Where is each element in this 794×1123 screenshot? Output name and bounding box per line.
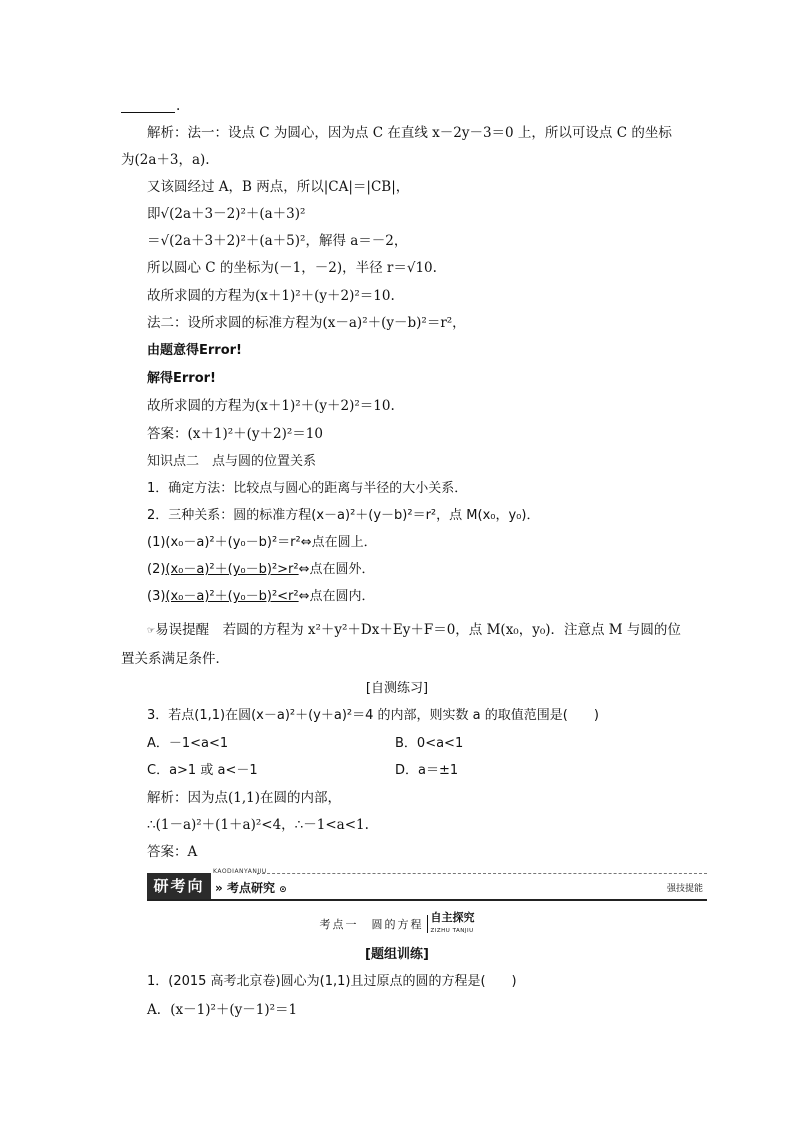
solution-line-9: 由题意得Error! (147, 343, 242, 358)
solution-line-11: 故所求圆的方程为(x＋1)²＋(y＋2)²＝10. (147, 398, 395, 414)
solution-line-5: ＝√(2a＋3＋2)²＋(a＋5)²，解得 a＝－2， (147, 233, 408, 249)
solution-line-10: 解得Error! (147, 371, 216, 386)
banner-chevron-icon: » (215, 881, 223, 895)
topic-tag (431, 912, 475, 936)
question-3-solution-2: ∴(1－a)²＋(1＋a)²<4，∴－1<a<1. (147, 817, 369, 833)
question-3-solution-1: 解析：因为点(1,1)在圆的内部， (147, 790, 342, 806)
question-3-option-a: A．－1<a<1 (147, 736, 229, 751)
topic-tag-text: 自主探究 (430, 911, 475, 924)
banner-title (215, 879, 287, 896)
question-3-option-d: D．a＝±1 (395, 763, 459, 778)
solution-line-4: 即√(2a＋3－2)²＋(a＋3)² (147, 206, 306, 222)
topic-heading (0, 912, 794, 936)
banner-top-rule (257, 873, 707, 874)
topic-title: 考点一 圆的方程 (319, 918, 424, 931)
solution-line-8: 法二：设所求圆的标准方程为(x－a)²＋(y－b)²＝r²， (147, 315, 466, 331)
relation-2-formula: (x₀－a)²＋(y₀－b)²>r² (165, 562, 299, 577)
knowledge-line-1: 1．确定方法：比较点与圆心的距离与半径的大小关系． (147, 481, 468, 496)
solution-line-2: 为(2a＋3，a). (121, 152, 210, 168)
self-test-heading: [自测练习] (365, 681, 429, 696)
solution-line-7: 故所求圆的方程为(x＋1)²＋(y＋2)²＝10. (147, 288, 395, 304)
relation-2-meaning: ⇔点在圆外． (298, 562, 375, 577)
banner-play-icon: ⊙ (279, 885, 287, 895)
banner-title-text: 考点研究 (226, 881, 275, 895)
banner-bottom-rule (147, 899, 707, 901)
knowledge-point-heading: 知识点二 点与圆的位置关系 (147, 454, 317, 469)
question-3: 3．若点(1,1)在圆(x－a)²＋(y＋a)²＝4 的内部，则实数 a 的取值范围是( ) (147, 708, 599, 723)
error-reminder-line-2: 置关系满足条件． (121, 651, 229, 667)
topic-divider (427, 915, 428, 933)
blank-period: . (176, 98, 181, 114)
group-training-heading: [题组训练] (365, 947, 429, 962)
question-3-option-c: C．a>1 或 a<－1 (147, 763, 258, 778)
question-1: 1．(2015 高考北京卷)圆心为(1,1)且过原点的圆的方程是( ) (147, 974, 517, 989)
relation-1: (1)(x₀－a)²＋(y₀－b)²＝r²⇔点在圆上． (147, 535, 377, 550)
knowledge-line-2: 2．三种关系：圆的标准方程(x－a)²＋(y－b)²＝r²，点 M(x₀，y₀)． (147, 508, 540, 523)
relation-3-formula: (x₀－a)²＋(y₀－b)²<r² (165, 589, 299, 604)
solution-line-3: 又该圆经过 A，B 两点，所以|CA|＝|CB|， (147, 179, 410, 195)
relation-3-meaning: ⇔点在圆内． (298, 589, 375, 604)
section-banner (147, 868, 707, 899)
reminder-icon: ☞ (147, 625, 156, 636)
relation-3-index: (3) (147, 589, 166, 604)
error-reminder-line-1 (147, 620, 681, 641)
relation-2 (147, 560, 375, 580)
topic-tag-pinyin: ZIZHU TANJIU (430, 928, 474, 934)
banner-right-text: 强技提能 (666, 884, 703, 894)
solution-line-1: 解析：法一：设点 C 为圆心，因为点 C 在直线 x－2y－3＝0 上，所以可设点 C 的坐标 (147, 125, 672, 141)
answer-line: 答案：(x＋1)²＋(y＋2)²＝10 (147, 426, 323, 442)
question-1-option-a: A．(x－1)²＋(y－1)²＝1 (147, 1002, 298, 1018)
banner-label: 研考向 (147, 873, 211, 899)
relation-3 (147, 587, 375, 607)
error-reminder-text: 易误提醒 若圆的方程为 x²＋y²＋Dx＋Ey＋F＝0，点 M(x₀，y₀)．注意点 M 与圆的位 (155, 622, 681, 638)
question-3-option-b: B．0<a<1 (395, 736, 464, 751)
relation-2-index: (2) (147, 562, 166, 577)
banner-pinyin: KAODIANYANJIU (213, 868, 267, 875)
answer-blank (121, 112, 175, 113)
solution-line-6: 所以圆心 C 的坐标为(－1，－2)，半径 r＝√10. (147, 260, 437, 276)
question-3-answer: 答案：A (147, 844, 198, 860)
